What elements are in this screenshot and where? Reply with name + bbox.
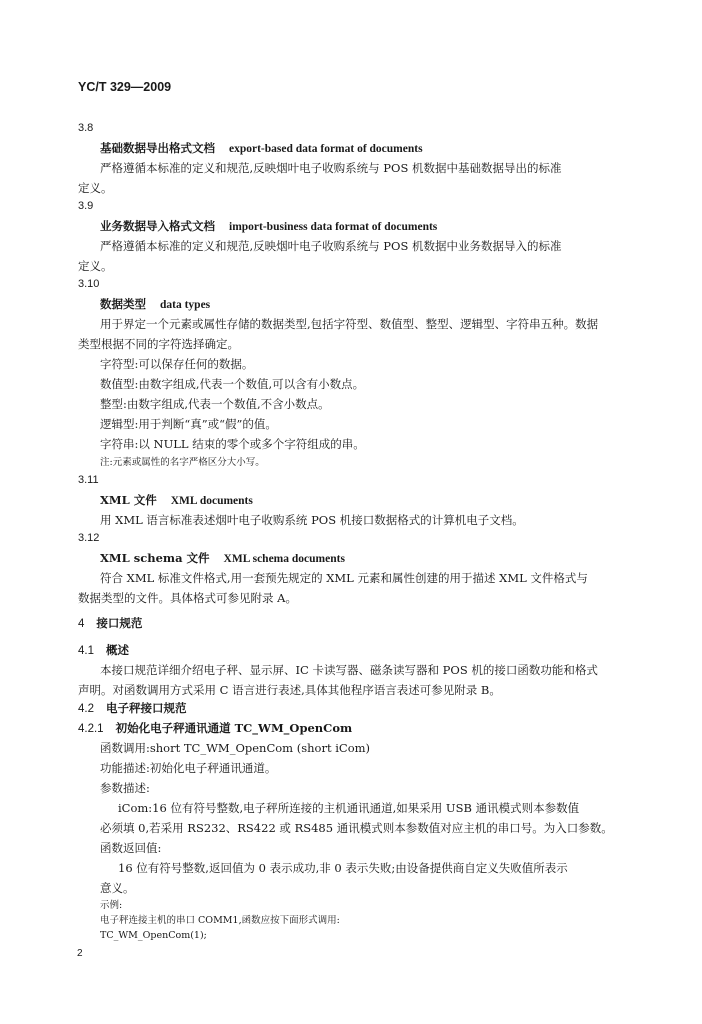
standard-code-header: YC/T 329—2009 xyxy=(78,80,172,94)
parameter-line: 必须填 0,若采用 RS232、RS422 或 RS485 通讯模式则本参数值对应主机的串口号。为入口参数。 xyxy=(100,821,613,835)
parameter-line: iCom:16 位有符号整数,电子秤所连接的主机通讯通道,如果采用 USB 通讯模式则本参数值 xyxy=(118,801,580,815)
definition-line: 定义。 xyxy=(78,181,113,195)
list-item: 字符串:以 NULL 结束的零个或多个字符组成的串。 xyxy=(100,437,365,451)
term-en: data types xyxy=(160,299,211,311)
definition-line: 定义。 xyxy=(78,259,113,273)
section-number: 4.1 xyxy=(78,645,94,657)
definition-line: 符合 XML 标准文件格式,用一套预先规定的 XML 元素和属性创建的用于描述 XML 文件格式与 xyxy=(100,571,588,585)
section-title: 接口规范 xyxy=(96,616,143,630)
term-3-10 xyxy=(100,296,210,313)
return-line: 16 位有符号整数,返回值为 0 表示成功,非 0 表示失败;由设备提供商自定义失败值所表示 xyxy=(118,861,568,875)
list-item: 字符型:可以保存任何的数据。 xyxy=(100,357,254,371)
return-label: 函数返回值: xyxy=(100,841,162,855)
term-zh: 数据类型 xyxy=(100,297,146,311)
section-number: 4 xyxy=(78,618,85,630)
term-zh: XML 文件 xyxy=(100,493,157,507)
list-item: 整型:由数字组成,代表一个数值,不含小数点。 xyxy=(100,397,330,411)
term-en: import-business data format of documents xyxy=(229,221,438,233)
term-zh: XML schema 文件 xyxy=(100,551,210,565)
clause-number-3-11: 3.11 xyxy=(78,474,99,486)
section-heading-4-2 xyxy=(78,700,187,717)
parameter-label: 参数描述: xyxy=(100,781,150,795)
section-title: 初始化电子秤通讯通道 TC_WM_OpenCom xyxy=(115,721,353,735)
term-en: XML documents xyxy=(170,495,253,507)
term-en: XML schema documents xyxy=(223,553,345,565)
paragraph-line: 声明。对函数调用方式采用 C 语言进行表述,具体其他程序语言表述可参见附录 B。 xyxy=(78,683,501,697)
definition-line: 严格遵循本标准的定义和规范,反映烟叶电子收购系统与 POS 机数据中业务数据导入的标准 xyxy=(100,239,562,253)
definition-line: 严格遵循本标准的定义和规范,反映烟叶电子收购系统与 POS 机数据中基础数据导出的标准 xyxy=(100,161,562,175)
term-3-12 xyxy=(100,550,345,567)
clause-number-3-10: 3.10 xyxy=(78,278,100,290)
section-title: 电子秤接口规范 xyxy=(106,701,187,715)
definition-line: 类型根据不同的字符选择确定。 xyxy=(78,337,239,351)
term-3-11 xyxy=(100,492,253,509)
section-heading-4 xyxy=(78,615,142,632)
note: 注:元素或属性的名字严格区分大小写。 xyxy=(100,457,265,468)
example-label: 示例: xyxy=(100,900,123,911)
section-number: 4.2.1 xyxy=(78,723,104,735)
return-line: 意义。 xyxy=(100,881,135,895)
definition-line: 数据类型的文件。具体格式可参见附录 A。 xyxy=(78,591,297,605)
clause-number-3-9: 3.9 xyxy=(78,200,94,212)
clause-number-3-8: 3.8 xyxy=(78,122,94,134)
example-line: 电子秤连接主机的串口 COMM1,函数应按下面形式调用: xyxy=(100,915,340,926)
list-item: 数值型:由数字组成,代表一个数值,可以含有小数点。 xyxy=(100,377,365,391)
term-zh: 基础数据导出格式文档 xyxy=(100,141,215,155)
list-item: 逻辑型:用于判断“真”或“假”的值。 xyxy=(100,417,277,431)
paragraph-line: 本接口规范详细介绍电子秤、显示屏、IC 卡读写器、磁条读写器和 POS 机的接口函数功能和格式 xyxy=(100,663,598,677)
function-call: 函数调用:short TC_WM_OpenCom (short iCom) xyxy=(100,741,371,755)
example-code: TC_WM_OpenCom(1); xyxy=(100,930,207,941)
clause-number-3-12: 3.12 xyxy=(78,532,100,544)
section-title: 概述 xyxy=(106,643,129,657)
term-en: export-based data format of documents xyxy=(229,143,423,155)
section-heading-4-1 xyxy=(78,642,129,659)
section-number: 4.2 xyxy=(78,703,94,715)
function-description: 功能描述:初始化电子秤通讯通道。 xyxy=(100,761,277,775)
definition-line: 用于界定一个元素或属性存储的数据类型,包括字符型、数值型、整型、逻辑型、字符串五种。数据 xyxy=(100,317,599,331)
term-zh: 业务数据导入格式文档 xyxy=(100,219,215,233)
section-heading-4-2-1 xyxy=(78,720,352,737)
term-3-8 xyxy=(100,140,423,157)
page-number: 2 xyxy=(77,948,83,959)
definition-line: 用 XML 语言标准表述烟叶电子收购系统 POS 机接口数据格式的计算机电子文档。 xyxy=(100,513,524,527)
term-3-9 xyxy=(100,218,437,235)
